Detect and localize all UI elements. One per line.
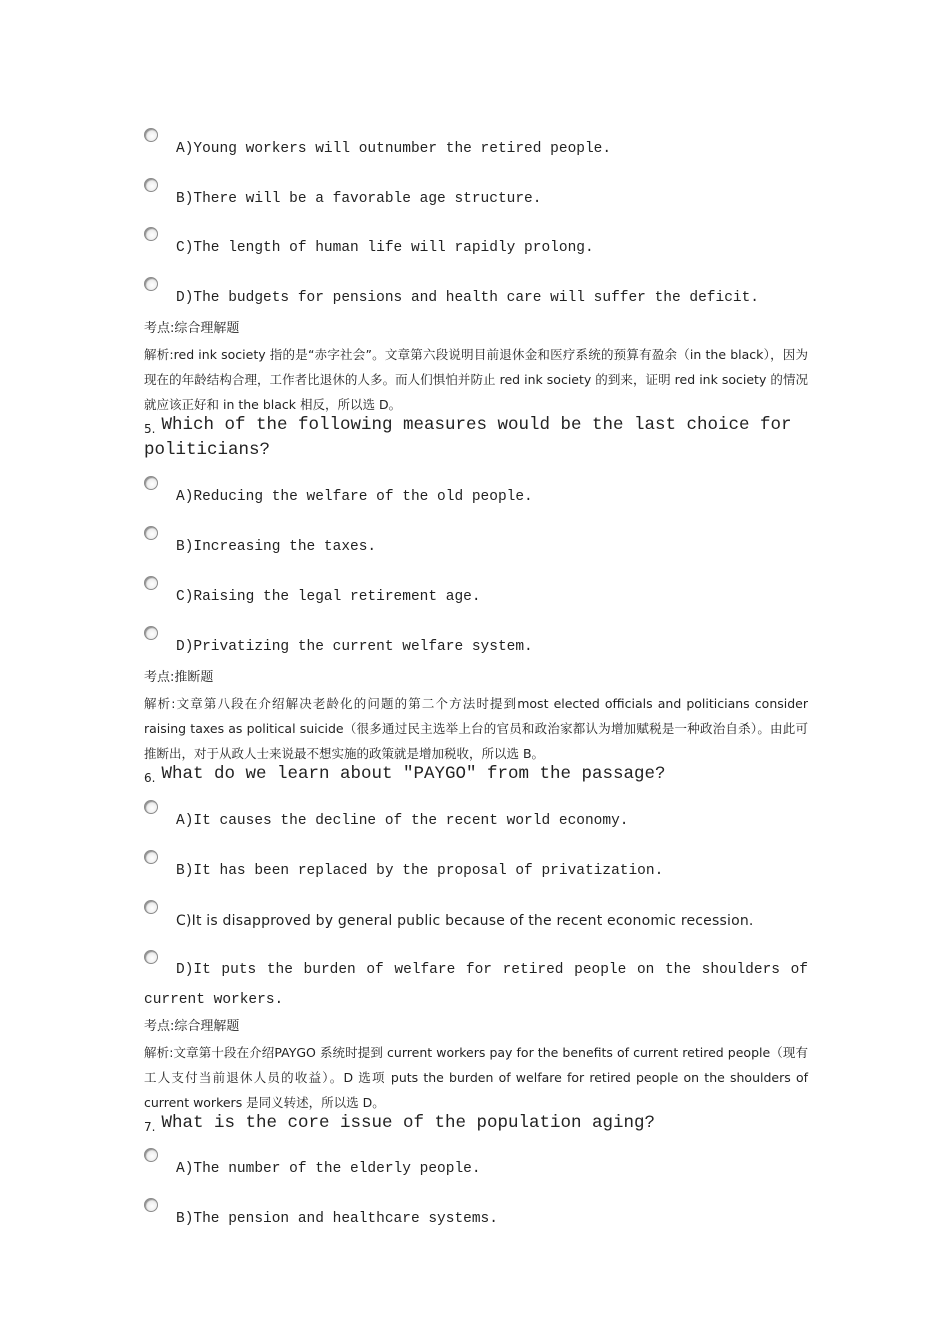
- option-label: C)The length of human life will rapidly prolong.: [176, 240, 594, 256]
- radio-button-icon[interactable]: [144, 178, 158, 192]
- option-label: B)There will be a favorable age structure.: [176, 191, 542, 207]
- q4-option-b[interactable]: [144, 178, 808, 218]
- radio-button-icon[interactable]: [144, 128, 158, 142]
- q6-option-b[interactable]: [144, 850, 808, 890]
- option-label: D)It puts the burden of welfare for retired people on the shoulders of current workers.: [144, 962, 808, 1008]
- radio-button-icon[interactable]: [144, 576, 158, 590]
- q4-option-a[interactable]: [144, 128, 808, 168]
- q6-option-c[interactable]: [144, 900, 808, 940]
- q6-kaodian: 考点:综合理解题: [144, 1019, 240, 1034]
- q6-analysis: 解析:文章第十段在介绍PAYGO 系统时提到 current workers pay for the benefits of current retired people（现有工人支付当前退休人员的收益）。D 选项 puts the burden of welfare for retired people on the shoulders of current workers 是同义转述，所以选 D。: [144, 1045, 808, 1110]
- option-label: A)Reducing the welfare of the old people.: [176, 489, 533, 505]
- option-label: C)It is disapproved by general public because of the recent economic recession.: [176, 913, 754, 929]
- radio-button-icon[interactable]: [144, 227, 158, 241]
- q4-option-c[interactable]: [144, 227, 808, 267]
- q5-option-d[interactable]: [144, 626, 808, 666]
- option-label: B)Increasing the taxes.: [176, 539, 377, 555]
- q7-option-b[interactable]: [144, 1198, 808, 1238]
- question-number: 6.: [144, 771, 156, 785]
- q4-option-d[interactable]: [144, 277, 808, 317]
- radio-button-icon[interactable]: [144, 800, 158, 814]
- option-label: A)It causes the decline of the recent world economy.: [176, 813, 629, 829]
- q4-analysis: 解析:red ink society 指的是“赤字社会”。文章第六段说明目前退休金和医疗系统的预算有盈余（in the black），因为现在的年龄结构合理，工作者比退休的人多。而人们惧怕并防止 red ink society 的到来，证明 red ink society 的情况就应该正好和 in the black 相反，所以选 D。: [144, 347, 808, 412]
- radio-button-icon[interactable]: [144, 626, 158, 640]
- q5-option-c[interactable]: [144, 576, 808, 616]
- q5-question: [144, 413, 808, 463]
- question-number: 5.: [144, 422, 156, 436]
- option-label: A)Young workers will outnumber the retired people.: [176, 141, 612, 157]
- question-number: 7.: [144, 1120, 156, 1134]
- radio-button-icon[interactable]: [144, 1198, 158, 1212]
- q5-analysis: 解析:文章第八段在介绍解决老龄化的问题的第二个方法时提到most elected officials and politicians consider raising taxes as political suicide（很多通过民主选举上台的官员和政治家都认为增加赋税是一种政治自杀）。由此可推断出，对于从政人士来说最不想实施的政策就是增加税收，所以选 B。: [144, 696, 808, 761]
- q5-option-a[interactable]: [144, 476, 808, 516]
- radio-button-icon[interactable]: [144, 277, 158, 291]
- radio-button-icon[interactable]: [144, 1148, 158, 1162]
- option-label: A)The number of the elderly people.: [176, 1161, 481, 1177]
- question-text: Which of the following measures would be the last choice for politicians?: [144, 415, 792, 460]
- radio-button-icon[interactable]: [144, 900, 158, 914]
- q5-kaodian: 考点:推断题: [144, 670, 214, 685]
- option-label: D)The budgets for pensions and health care will suffer the deficit.: [176, 290, 759, 306]
- radio-button-icon[interactable]: [144, 850, 158, 864]
- radio-button-icon[interactable]: [144, 526, 158, 540]
- option-label: B)It has been replaced by the proposal of privatization.: [176, 863, 664, 879]
- q6-option-d[interactable]: [144, 950, 808, 1020]
- question-text: What do we learn about "PAYGO" from the passage?: [161, 764, 666, 784]
- q7-option-a[interactable]: [144, 1148, 808, 1188]
- q7-question: [144, 1111, 808, 1136]
- q4-kaodian: 考点:综合理解题: [144, 321, 240, 336]
- option-label: C)Raising the legal retirement age.: [176, 589, 481, 605]
- q6-question: [144, 762, 808, 787]
- option-label: B)The pension and healthcare systems.: [176, 1211, 498, 1227]
- q6-option-a[interactable]: [144, 800, 808, 840]
- question-text: What is the core issue of the population aging?: [161, 1113, 656, 1133]
- option-label: D)Privatizing the current welfare system.: [176, 639, 533, 655]
- radio-button-icon[interactable]: [144, 476, 158, 490]
- q5-option-b[interactable]: [144, 526, 808, 566]
